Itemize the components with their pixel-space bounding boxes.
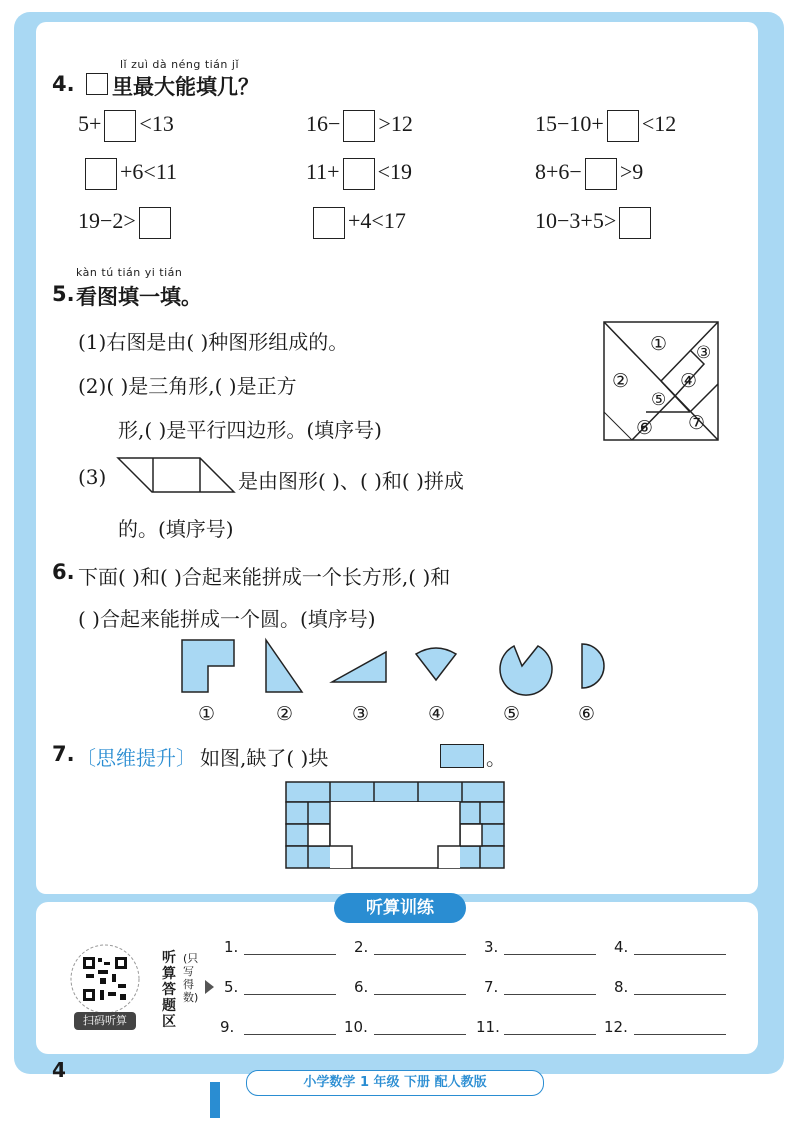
- q6-line1: 下面( )和( )合起来能拼成一个长方形,( )和: [78, 565, 451, 589]
- q5-part3-prefix: (3): [78, 465, 107, 489]
- q5-part2-line1: (2)( )是三角形,( )是正方: [78, 374, 297, 398]
- q4-eq-5: 11+ <19: [306, 158, 412, 190]
- answer-line-12[interactable]: [634, 1034, 726, 1035]
- answer-label-8: 8.: [614, 978, 629, 996]
- q6-label-1: ①: [198, 703, 216, 725]
- q4-eq-2: 16− >12: [306, 110, 413, 142]
- bookmark-tab: [210, 1082, 220, 1118]
- answer-label-10: 10.: [344, 1018, 368, 1036]
- flat-triangle: [332, 652, 386, 682]
- parallelogram-figure: [116, 456, 236, 494]
- q4-number: 4.: [52, 72, 75, 96]
- q6-label-5: ⑤: [503, 703, 521, 725]
- listening-badge: 听算训练: [334, 893, 466, 923]
- answer-label-5: 5.: [224, 978, 239, 996]
- answer-line-5[interactable]: [244, 994, 336, 995]
- answer-line-8[interactable]: [634, 994, 726, 995]
- brick-icon: [440, 744, 484, 768]
- qr-caption: 扫码听算: [74, 1012, 136, 1030]
- half-circle: [582, 644, 604, 688]
- tangram-label-4: ④: [680, 370, 698, 392]
- answer-line-9[interactable]: [244, 1034, 336, 1035]
- q4-eq-8: +4<17: [310, 207, 406, 239]
- tangram-label-2: ②: [612, 370, 630, 392]
- tangram-label-5: ⑤: [651, 390, 667, 410]
- tangram-label-1: ①: [650, 333, 668, 355]
- q5-pinyin: kàn tú tián yi tián: [76, 266, 183, 279]
- brick-wall-figure: [284, 780, 506, 872]
- q7-text: 如图,缺了( )块: [200, 746, 329, 770]
- q4-title-box: [86, 73, 108, 95]
- answer-label-9: 9.: [220, 1018, 235, 1036]
- q4-eq-1: 5+ <13: [78, 110, 174, 142]
- answer-line-2[interactable]: [374, 954, 466, 955]
- answer-label-1: 1.: [224, 938, 239, 956]
- tangram-label-6: ⑥: [636, 417, 654, 439]
- l-shape: [182, 640, 234, 692]
- answer-label-7: 7.: [484, 978, 499, 996]
- q6-label-6: ⑥: [578, 703, 596, 725]
- answer-label-4: 4.: [614, 938, 629, 956]
- notched-circle: [500, 646, 552, 695]
- answer-line-11[interactable]: [504, 1034, 596, 1035]
- q4-title: 里最大能填几？: [112, 74, 259, 99]
- answer-area-title: 听算答题区: [162, 950, 176, 1030]
- q4-eq-7: 19−2>: [78, 207, 174, 239]
- tangram-label-3: ③: [696, 343, 712, 363]
- qr-code-icon[interactable]: [70, 944, 140, 1014]
- answer-line-4[interactable]: [634, 954, 726, 955]
- q6-label-3: ③: [352, 703, 370, 725]
- answer-line-1[interactable]: [244, 954, 336, 955]
- answer-label-11: 11.: [476, 1018, 500, 1036]
- right-triangle: [266, 640, 302, 692]
- q5-part1: (1)右图是由( )种图形组成的。: [78, 330, 349, 354]
- answer-line-6[interactable]: [374, 994, 466, 995]
- q7-text-end: 。: [486, 746, 506, 770]
- arrow-right-icon: [205, 980, 214, 994]
- q4-eq-9: 10−3+5>: [535, 207, 654, 239]
- q6-label-2: ②: [276, 703, 294, 725]
- answer-line-10[interactable]: [374, 1034, 466, 1035]
- answer-line-3[interactable]: [504, 954, 596, 955]
- answer-label-6: 6.: [354, 978, 369, 996]
- footer-book-info: 小学数学 1 年级 下册 配人教版: [246, 1070, 544, 1096]
- answer-line-7[interactable]: [504, 994, 596, 995]
- q5-number: 5.: [52, 282, 75, 306]
- q6-shapes: [180, 636, 610, 698]
- answer-label-2: 2.: [354, 938, 369, 956]
- q7-number: 7.: [52, 742, 75, 766]
- q4-eq-3: 15−10+ <12: [535, 110, 676, 142]
- answer-label-12: 12.: [604, 1018, 628, 1036]
- q5-part3-line2: 的。(填序号): [118, 517, 234, 541]
- q4-eq-4: +6<11: [82, 158, 177, 190]
- q4-pinyin: lǐ zuì dà néng tián jǐ: [120, 58, 240, 71]
- answer-area-note: (只写得数): [183, 952, 199, 1004]
- answer-label-3: 3.: [484, 938, 499, 956]
- q6-number: 6.: [52, 560, 75, 584]
- q5-part3-line1: 是由图形( )、( )和( )拼成: [238, 469, 464, 493]
- q4-eq-6: 8+6− >9: [535, 158, 643, 190]
- q5-part2-line2: 形,( )是平行四边形。(填序号): [118, 418, 382, 442]
- listening-panel: [36, 902, 758, 1054]
- q7-tag: 〔思维提升〕: [76, 746, 196, 770]
- q5-title: 看图填一填。: [76, 284, 202, 309]
- tangram-label-7: ⑦: [688, 412, 706, 434]
- sector: [416, 648, 456, 680]
- q6-label-4: ④: [428, 703, 446, 725]
- page-number: 4: [52, 1058, 66, 1082]
- q6-line2: ( )合起来能拼成一个圆。(填序号): [78, 607, 376, 631]
